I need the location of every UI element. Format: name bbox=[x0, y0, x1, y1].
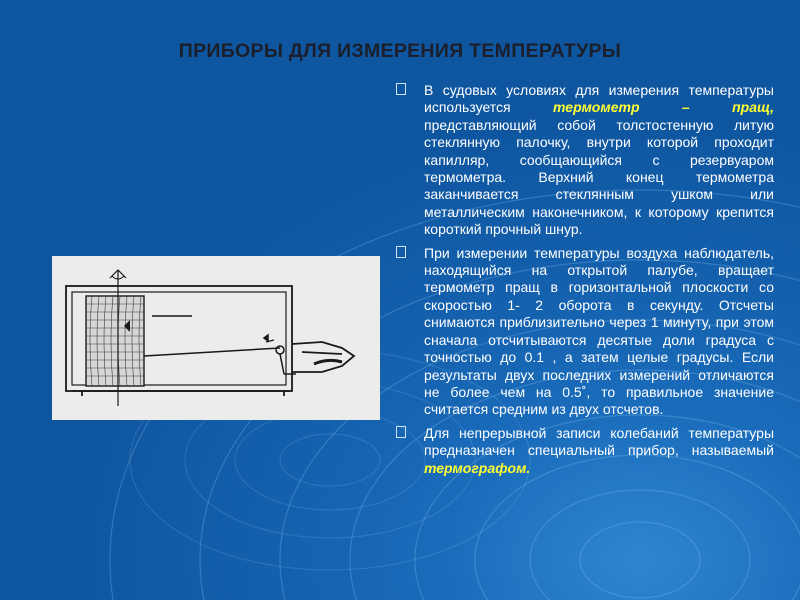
thermograph-drawing bbox=[52, 256, 380, 420]
bullet-1-text-a: В судовых условиях для измерения температуры используется bbox=[424, 82, 774, 116]
bullet-1-text-b: представляющий собой толстостенную литую стеклянную палочку, внутри которой проходит капилляр, сообщающийся с резервуаром термометра. Верхний конец термометра заканчивается стеклянным ушком или металлическим наконечником, к которому крепится короткий прочный шнур. bbox=[424, 116, 774, 238]
text-column bbox=[396, 82, 774, 483]
bullet-paragraph-3 bbox=[396, 425, 774, 477]
checkbox-bullet-icon bbox=[396, 426, 406, 438]
bullet-paragraph-1 bbox=[396, 82, 774, 239]
checkbox-bullet-icon bbox=[396, 246, 406, 258]
recording-drum bbox=[86, 270, 144, 406]
bullet-3-highlight: термографом. bbox=[424, 459, 531, 476]
bullet-paragraph-2 bbox=[396, 245, 774, 419]
checkbox-bullet-icon bbox=[396, 83, 406, 95]
bullet-1-highlight: термометр – пращ, bbox=[553, 99, 774, 116]
bullet-3-text: Для непрерывной записи колебаний температуры предназначен специальный прибор, называемый bbox=[424, 424, 774, 459]
bimetal-sensor bbox=[292, 342, 354, 372]
thermograph-figure bbox=[52, 256, 380, 420]
slide-title: ПРИБОРЫ ДЛЯ ИЗМЕРЕНИЯ ТЕМПЕРАТУРЫ bbox=[178, 40, 622, 62]
bullet-2-text: При измерении температуры воздуха наблюдатель, находящийся на открытой палубе, вращает термометр пращ в горизонтальной плоскости со скоростью 1- 2 оборота в секунду. Отсчеты снимаются приблизительно через 1 минуту, при этом сначала отсчитываются десятые доли градуса с точностью до 0.1 , а затем целые градусы. Если результаты двух последних измерений отличаются не более чем на 0.5˚, то правильное значение считается средним из двух отсчетов. bbox=[424, 244, 774, 418]
